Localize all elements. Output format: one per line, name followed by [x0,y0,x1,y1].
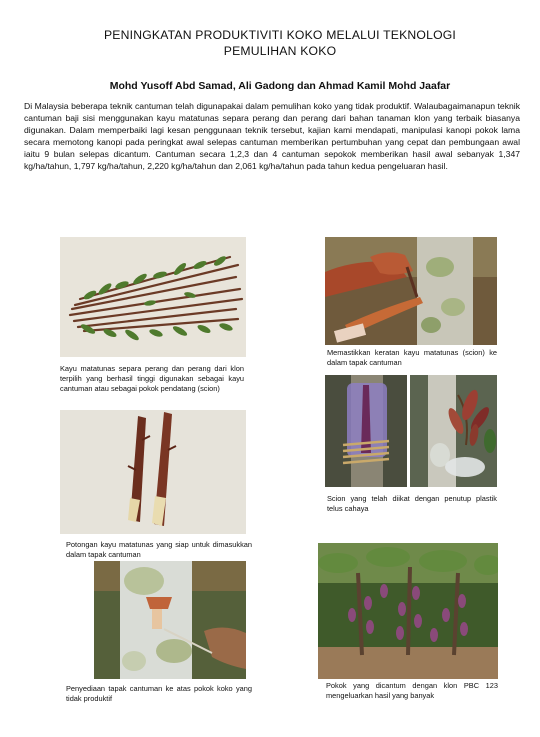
caption-cut-budwood: Potongan kayu matatunas yang siap untuk dimasukkan dalam tapak cantuman [66,540,252,559]
photo-inserting-scion [325,237,497,345]
photo-preparing-site [94,561,246,679]
abstract-paragraph: Di Malaysia beberapa teknik cantuman telah digunapakai dalam pemulihan koko yang tidak produktif. Walaubagaimanapun teknik cantuman baji sisi menggunakan kayu matatunas separa perang dan perang dari bahan tanaman klon yang terbaik biasanya digunakan. Dalam memperbaiki lagi kesan penggunaan teknik tersebut, kajian kami mendapati, manipulasi kanopi pokok lama secara memotong kanopi pada peringkat awal selepas cantuman memberikan pertumbuhan yang cepat dan pembungaan awal iaitu 9 bulan selepas dicantum. Cantuman secara 1,2,3 dan 4 cantuman sepokok memberikan hasil awal sebanyak 1,347 kg/ha/tahun, 1,797 kg/ha/tahun, 2,220 kg/ha/tahun dan 2,061 kg/ha/tahun pada tahun kedua pengeluaran hasil. [24,101,520,171]
photo-cut-budwood [60,410,246,534]
photo-fruiting-trees [318,543,498,679]
authors: Mohd Yusoff Abd Samad, Ali Gadong dan Ahmad Kamil Mohd Jaafar [109,80,451,92]
caption-inserting-scion: Memastikkan keratan kayu matatunas (scion) ke dalam tapak cantuman [327,348,497,367]
caption-preparing-site: Penyediaan tapak cantuman ke atas pokok koko yang tidak produktif [66,684,252,703]
photo-scion-tied-left [325,375,407,487]
photo-scion-tied-right [410,375,497,487]
caption-fruiting: Pokok yang dicantum dengan klon PBC 123 mengeluarkan hasil yang banyak [326,681,498,700]
title-line-2: PEMULIHAN KOKO [223,44,337,58]
title-line-1: PENINGKATAN PRODUKTIVITI KOKO MELALUI TEKNOLOGI [103,28,457,42]
page-title [40,27,520,59]
caption-budwood: Kayu matatunas separa perang dan perang dari klon terpilih yang berhasil tinggi digunakan sebagai kayu cantuman atau sebagai pokok pendatang (scion) [60,364,244,393]
photo-budwood-bundle [60,237,246,357]
caption-scion-tied: Scion yang telah diikat dengan penutup plastik telus cahaya [327,494,497,513]
